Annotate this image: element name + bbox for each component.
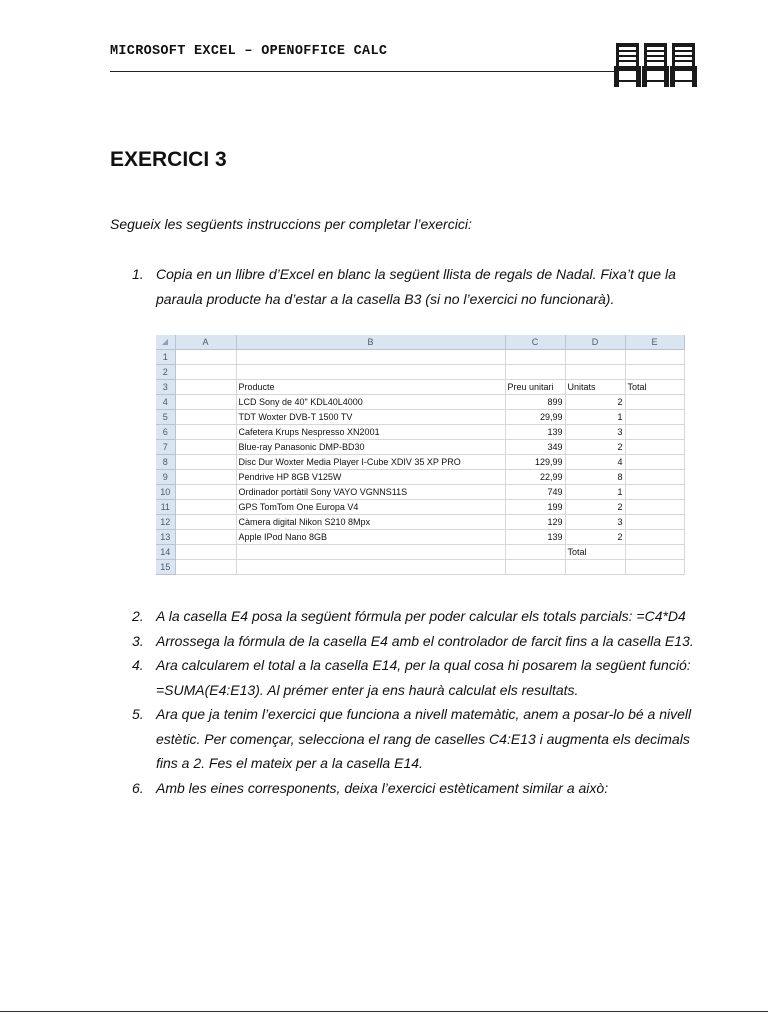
cell-e bbox=[625, 455, 684, 470]
instruction-item bbox=[110, 629, 710, 654]
spreadsheet-row bbox=[156, 410, 684, 425]
cell-a bbox=[175, 440, 236, 455]
cell-e bbox=[625, 500, 684, 515]
instruction-number: 4. bbox=[132, 657, 144, 673]
cell-b: GPS TomTom One Europa V4 bbox=[236, 500, 505, 515]
cell-c: 899 bbox=[505, 395, 565, 410]
spreadsheet-row bbox=[156, 455, 684, 470]
spreadsheet-row bbox=[156, 500, 684, 515]
cell-c: 139 bbox=[505, 530, 565, 545]
spreadsheet-row bbox=[156, 545, 684, 560]
row-header: 9 bbox=[156, 470, 175, 485]
cell-b bbox=[236, 350, 505, 365]
cell-c bbox=[505, 560, 565, 575]
spreadsheet-table bbox=[156, 335, 685, 575]
spreadsheet-row bbox=[156, 530, 684, 545]
instruction-list-bottom bbox=[110, 604, 710, 800]
instruction-list-top bbox=[110, 262, 710, 311]
cell-c: 749 bbox=[505, 485, 565, 500]
instruction-item bbox=[110, 653, 710, 702]
spreadsheet-row bbox=[156, 485, 684, 500]
cell-a bbox=[175, 455, 236, 470]
cell-d: 2 bbox=[565, 440, 625, 455]
column-header: C bbox=[505, 335, 565, 350]
row-header: 2 bbox=[156, 365, 175, 380]
column-header-row bbox=[156, 335, 684, 350]
cell-e bbox=[625, 485, 684, 500]
cell-e bbox=[625, 410, 684, 425]
cell-c: 139 bbox=[505, 425, 565, 440]
cell-a bbox=[175, 545, 236, 560]
row-header: 5 bbox=[156, 410, 175, 425]
cell-a bbox=[175, 500, 236, 515]
cell-b bbox=[236, 560, 505, 575]
spreadsheet-row bbox=[156, 470, 684, 485]
cell-b: Cafetera Krups Nespresso XN2001 bbox=[236, 425, 505, 440]
instruction-text: Amb les eines corresponents, deixa l’exercici estèticament similar a això: bbox=[156, 779, 609, 796]
header-divider bbox=[110, 71, 618, 72]
cell-d: Total bbox=[565, 545, 625, 560]
cell-d: 2 bbox=[565, 500, 625, 515]
instruction-text: Ara que ja tenim l’exercici que funciona a nivell matemàtic, anem a posar-lo bé a nivell estètic. Per començar, selecciona el rang de caselles C4:E13 i augmenta els decimals fins a 2. Fes el mateix per a la casella E14. bbox=[156, 706, 692, 771]
instruction-item bbox=[110, 262, 710, 311]
cell-c: 349 bbox=[505, 440, 565, 455]
row-header: 12 bbox=[156, 515, 175, 530]
row-header: 1 bbox=[156, 350, 175, 365]
row-header: 4 bbox=[156, 395, 175, 410]
cell-c: Preu unitari bbox=[505, 380, 565, 395]
column-header: B bbox=[236, 335, 505, 350]
instruction-item bbox=[110, 776, 710, 801]
cell-c: 29,99 bbox=[505, 410, 565, 425]
instruction-number: 5. bbox=[132, 706, 144, 722]
row-header: 7 bbox=[156, 440, 175, 455]
cell-d: 1 bbox=[565, 410, 625, 425]
cell-a bbox=[175, 530, 236, 545]
cell-b: Apple IPod Nano 8GB bbox=[236, 530, 505, 545]
cell-c: 22,99 bbox=[505, 470, 565, 485]
spreadsheet-row bbox=[156, 425, 684, 440]
intro-text: Segueix les següents instruccions per completar l’exercici: bbox=[110, 216, 472, 232]
exercise-title: EXERCICI 3 bbox=[110, 148, 227, 171]
row-header: 15 bbox=[156, 560, 175, 575]
spreadsheet-row bbox=[156, 395, 684, 410]
cell-e bbox=[625, 425, 684, 440]
cell-a bbox=[175, 395, 236, 410]
cell-a bbox=[175, 380, 236, 395]
cell-c bbox=[505, 365, 565, 380]
column-header: E bbox=[625, 335, 684, 350]
row-header: 11 bbox=[156, 500, 175, 515]
cell-d: 3 bbox=[565, 425, 625, 440]
cell-c: 129,99 bbox=[505, 455, 565, 470]
row-header: 13 bbox=[156, 530, 175, 545]
row-header: 3 bbox=[156, 380, 175, 395]
cell-e: Total bbox=[625, 380, 684, 395]
cell-a bbox=[175, 350, 236, 365]
instruction-item bbox=[110, 604, 710, 629]
column-header: A bbox=[175, 335, 236, 350]
spreadsheet-row bbox=[156, 440, 684, 455]
cell-d: 8 bbox=[565, 470, 625, 485]
cell-a bbox=[175, 365, 236, 380]
cell-e bbox=[625, 545, 684, 560]
instruction-text: Ara calcularem el total a la casella E14, per la qual cosa hi posarem la següent funció: =SUMA(E4:E13). Al prémer enter ja ens haurà calculat els resultats. bbox=[156, 657, 691, 698]
cell-e bbox=[625, 365, 684, 380]
cell-a bbox=[175, 485, 236, 500]
cell-b: LCD Sony de 40" KDL40L4000 bbox=[236, 395, 505, 410]
spreadsheet-image bbox=[156, 335, 684, 576]
instruction-number: 2. bbox=[132, 608, 144, 624]
cell-e bbox=[625, 350, 684, 365]
cell-d bbox=[565, 560, 625, 575]
cell-e bbox=[625, 440, 684, 455]
instruction-text: Copia en un llibre d’Excel en blanc la següent llista de regals de Nadal. Fixa’t que la paraula producte ha d’estar a la casella B3 (si no l’exercici no funcionarà). bbox=[156, 266, 676, 307]
cell-b bbox=[236, 365, 505, 380]
cell-d bbox=[565, 365, 625, 380]
cell-b: TDT Woxter DVB-T 1500 TV bbox=[236, 410, 505, 425]
cell-d: 2 bbox=[565, 395, 625, 410]
cell-b: Pendrive HP 8GB V125W bbox=[236, 470, 505, 485]
cell-a bbox=[175, 410, 236, 425]
row-header: 6 bbox=[156, 425, 175, 440]
cell-e bbox=[625, 515, 684, 530]
header-title: MICROSOFT EXCEL – OPENOFFICE CALC bbox=[110, 44, 388, 59]
instruction-number: 6. bbox=[132, 779, 144, 796]
cell-e bbox=[625, 395, 684, 410]
spreadsheet-row bbox=[156, 560, 684, 575]
column-header: D bbox=[565, 335, 625, 350]
cell-d: 3 bbox=[565, 515, 625, 530]
cell-e bbox=[625, 470, 684, 485]
cell-b: Ordinador portàtil Sony VAYO VGNNS11S bbox=[236, 485, 505, 500]
three-chairs-icon bbox=[614, 42, 698, 88]
footer-divider bbox=[0, 1011, 768, 1012]
spreadsheet-row bbox=[156, 365, 684, 380]
row-header: 8 bbox=[156, 455, 175, 470]
spreadsheet-row bbox=[156, 350, 684, 365]
cell-c: 129 bbox=[505, 515, 565, 530]
spreadsheet-row bbox=[156, 515, 684, 530]
cell-d: 4 bbox=[565, 455, 625, 470]
cell-d: 1 bbox=[565, 485, 625, 500]
cell-d bbox=[565, 350, 625, 365]
cell-d: 2 bbox=[565, 530, 625, 545]
cell-a bbox=[175, 560, 236, 575]
cell-b: Blue-ray Panasonic DMP-BD30 bbox=[236, 440, 505, 455]
cell-b: Producte bbox=[236, 380, 505, 395]
cell-c bbox=[505, 545, 565, 560]
cell-a bbox=[175, 515, 236, 530]
cell-b bbox=[236, 545, 505, 560]
cell-a bbox=[175, 470, 236, 485]
cell-d: Unitats bbox=[565, 380, 625, 395]
instruction-text: A la casella E4 posa la següent fórmula per poder calcular els totals parcials: =C4*D4 bbox=[156, 608, 686, 624]
cell-c bbox=[505, 350, 565, 365]
instruction-number: 3. bbox=[132, 632, 144, 649]
spreadsheet-body bbox=[156, 350, 684, 575]
cell-c: 199 bbox=[505, 500, 565, 515]
row-header: 14 bbox=[156, 545, 175, 560]
cell-b: Disc Dur Woxter Media Player I-Cube XDIV 35 XP PRO bbox=[236, 455, 505, 470]
cell-e bbox=[625, 530, 684, 545]
instruction-item bbox=[110, 702, 710, 776]
cell-a bbox=[175, 425, 236, 440]
cell-e bbox=[625, 560, 684, 575]
instruction-number: 1. bbox=[132, 266, 144, 282]
select-all-triangle-icon bbox=[162, 339, 168, 345]
select-all-corner bbox=[156, 335, 175, 350]
spreadsheet-row bbox=[156, 380, 684, 395]
instruction-text: Arrossega la fórmula de la casella E4 amb el controlador de farcit fins a la casella E13. bbox=[156, 632, 694, 649]
cell-b: Càmera digital Nikon S210 8Mpx bbox=[236, 515, 505, 530]
row-header: 10 bbox=[156, 485, 175, 500]
